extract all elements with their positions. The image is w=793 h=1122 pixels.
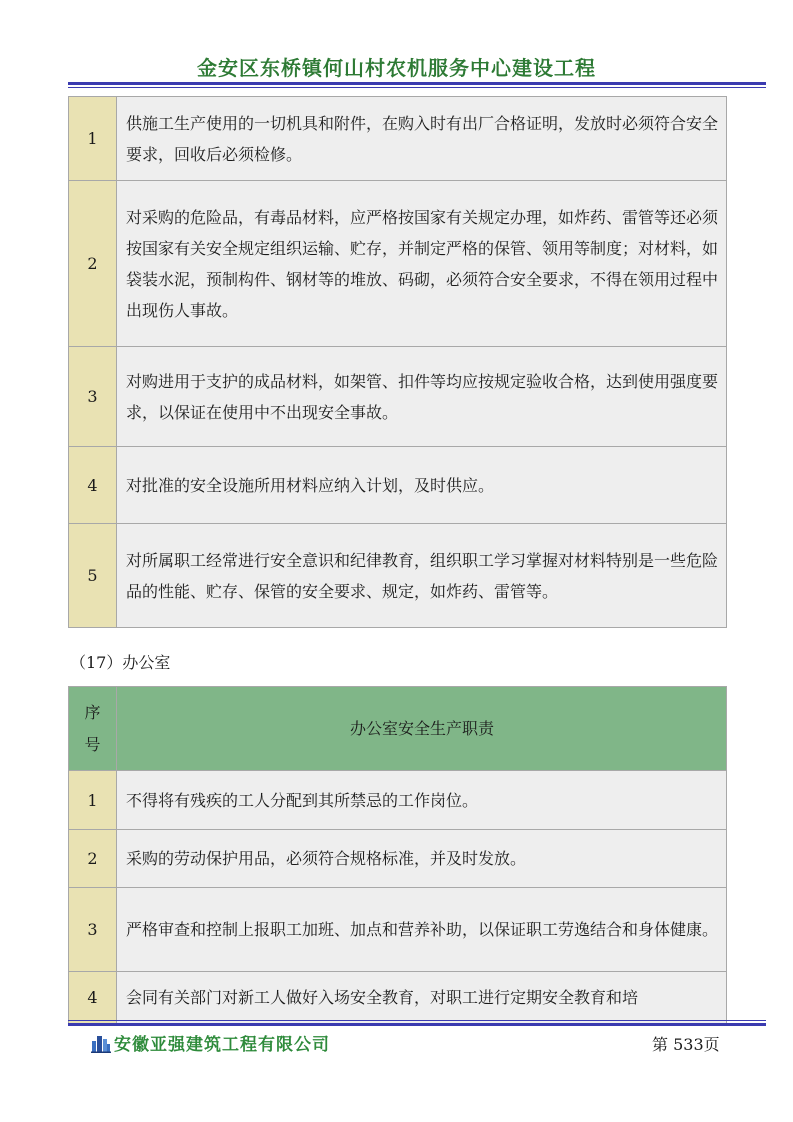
page-number: 第 533页 xyxy=(652,1035,720,1054)
row-number: 2 xyxy=(69,830,117,888)
table-row xyxy=(69,347,727,447)
section-title: （17）办公室 xyxy=(70,653,171,672)
row-text: 不得将有残疾的工人分配到其所禁忌的工作岗位。 xyxy=(117,771,727,830)
row-number: 3 xyxy=(69,888,117,972)
table-row xyxy=(69,771,727,830)
table-row xyxy=(69,888,727,972)
header-number-line1: 序 xyxy=(84,702,101,722)
row-text: 对批准的安全设施所用材料应纳入计划，及时供应。 xyxy=(117,447,727,524)
header-rule-thin xyxy=(68,87,766,88)
material-duty-table xyxy=(68,96,727,628)
row-text: 严格审查和控制上报职工加班、加点和营养补助，以保证职工劳逸结合和身体健康。 xyxy=(117,888,727,972)
row-number: 4 xyxy=(69,972,117,1024)
row-text: 对购进用于支护的成品材料，如架管、扣件等均应按规定验收合格，达到使用强度要求，以保证在使用中不出现安全事故。 xyxy=(117,347,727,447)
row-number: 1 xyxy=(69,771,117,830)
header-rule xyxy=(68,82,766,85)
row-number: 2 xyxy=(69,181,117,347)
footer-company-name: 安徽亚强建筑工程有限公司 xyxy=(114,1035,330,1055)
header-number-line2: 号 xyxy=(84,734,101,754)
row-text: 会同有关部门对新工人做好入场安全教育，对职工进行定期安全教育和培 xyxy=(117,972,727,1024)
footer-rule-thin xyxy=(68,1020,766,1021)
table-header-row xyxy=(69,687,727,771)
table-row xyxy=(69,447,727,524)
table-row xyxy=(69,524,727,628)
table-row xyxy=(69,181,727,347)
row-number: 3 xyxy=(69,347,117,447)
row-text: 采购的劳动保护用品，必须符合规格标准，并及时发放。 xyxy=(117,830,727,888)
table-row xyxy=(69,97,727,181)
row-text: 对所属职工经常进行安全意识和纪律教育，组织职工学习掌握对材料特别是一些危险品的性能、贮存、保管的安全要求、规定，如炸药、雷管等。 xyxy=(117,524,727,628)
building-logo-icon xyxy=(91,1033,111,1053)
header-title: 金安区东桥镇何山村农机服务中心建设工程 xyxy=(197,56,596,80)
header-number-cell xyxy=(69,687,117,771)
footer-company xyxy=(91,1030,330,1055)
row-number: 1 xyxy=(69,97,117,181)
row-text: 对采购的危险品，有毒品材料，应严格按国家有关规定办理，如炸药、雷管等还必须按国家有关安全规定组织运输、贮存，并制定严格的保管、领用等制度；对材料，如袋装水泥，预制构件、钢材等的堆放、码砌，必须符合安全要求，不得在领用过程中出现伤人事故。 xyxy=(117,181,727,347)
row-number: 5 xyxy=(69,524,117,628)
row-number: 4 xyxy=(69,447,117,524)
header-text-cell: 办公室安全生产职责 xyxy=(117,687,727,771)
table-row xyxy=(69,972,727,1024)
row-text: 供施工生产使用的一切机具和附件，在购入时有出厂合格证明，发放时必须符合安全要求，回收后必须检修。 xyxy=(117,97,727,181)
footer-rule xyxy=(68,1023,766,1026)
office-duty-table xyxy=(68,686,727,1024)
table-row xyxy=(69,830,727,888)
